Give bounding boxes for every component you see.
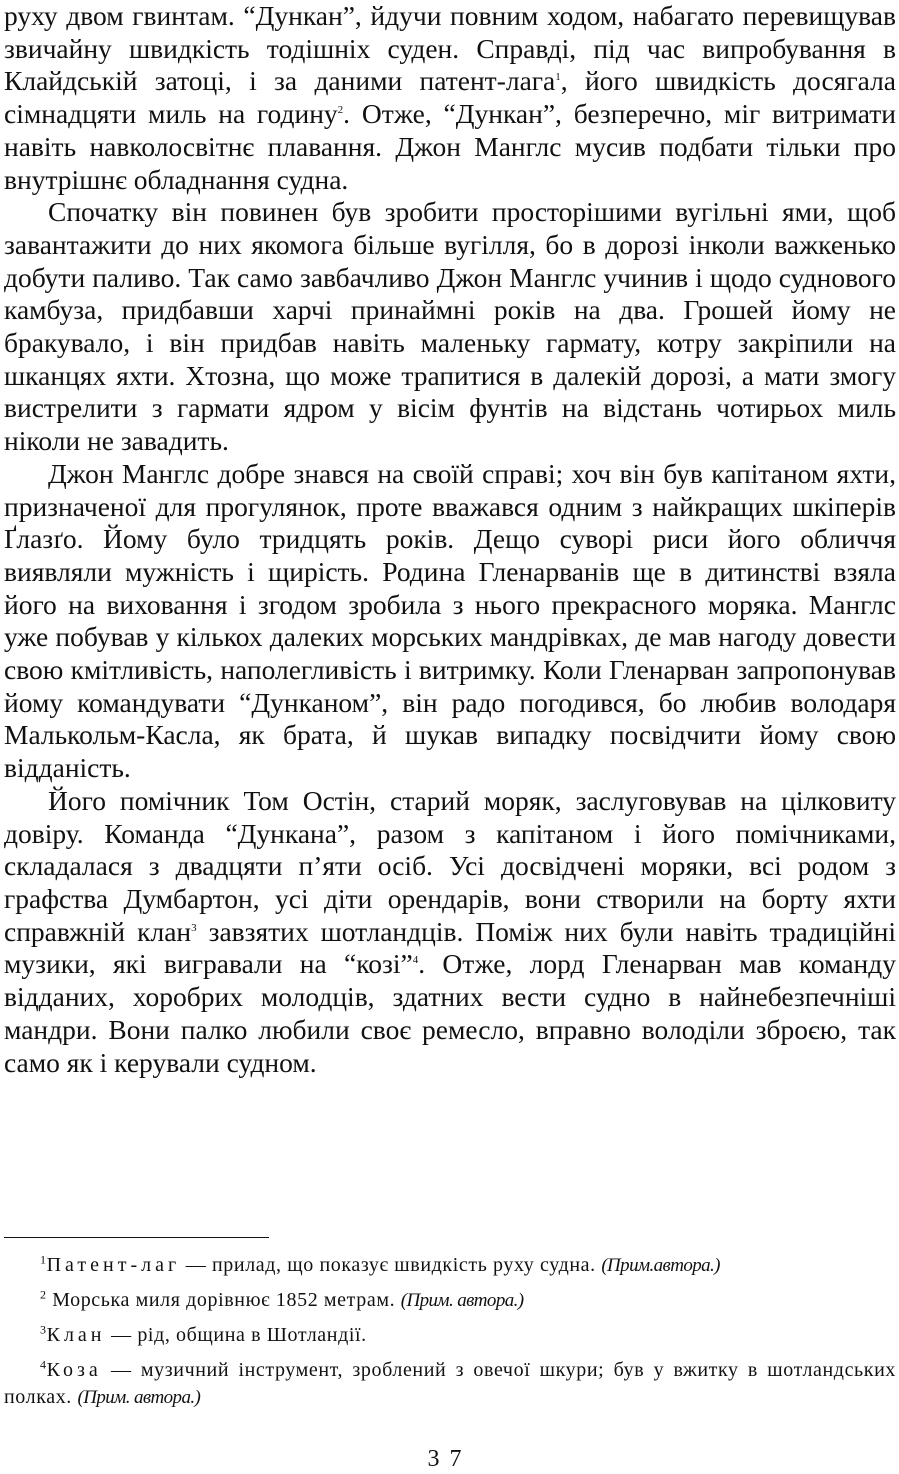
paragraph-text: Джон Манглс добре знався на своїй справі; хоч він був капітаном яхти, призначеної для прогулянок, проте вважався одним з найкращих шкіперів Ґлазґо. Йому було тридцять років. Дещо суворі риси його обличчя виявляли мужність і щирість. Родина Гленарванів ще в дитинстві взяла його на виховання і згодом зробила з нього прекрасного моряка. Манглс уже побував у кількох далеких морських мандрівках, де мав нагоду довести свою кмітливість, наполегливість і витримку. Коли Гленарван запропонував йому командувати “Дунканом”, він радо погодився, бо любив володаря Малькольм-Касла, як брата, й шукав випадку посвідчити йому свою відданість. [4, 457, 896, 784]
footnote-ref: 1 [555, 71, 561, 84]
paragraph-text: . Отже, “Дункан”, безперечно, міг витримати навіть навколосвітнє плавання. Джон Манглс мусив подбати тільки про внутрішнє обладнання судна. [4, 98, 896, 195]
footnote-text: Морська миля дорівнює 1852 метрам. [46, 1289, 401, 1311]
footnote-number: 1 [40, 1252, 47, 1267]
footnote-note: (Прим. автора.) [400, 1290, 524, 1311]
body-text [4, 0, 896, 1079]
book-page [4, 0, 896, 1079]
paragraph-text: завзятих шотландців. Поміж них були навіть традиційні музики, які вигравали на “козі” [4, 915, 896, 980]
footnote-ref: 4 [412, 954, 419, 967]
footnote-ref: 2 [337, 103, 344, 116]
paragraph-text: , його швидкість досягала сімнадцяти миль на годину [4, 65, 896, 130]
footnote-text: — музичний інструмент, зроблений з овечої шкури; був у вжитку в шотландських полках. [4, 1359, 896, 1408]
footnote-term: Патент-лаг [46, 1254, 181, 1276]
footnote [4, 1357, 896, 1411]
paragraph-text: Спочатку він повинен був зробити просторішими вугільні ями, щоб завантажити до них якомога більше вугілля, бо в дорозі інколи важкенько добути паливо. Так само завбачливо Джон Манглс учинив і щодо суднового камбуза, придбавши харчі принаймні років на два. Грошей йому не бракувало, і він придбав навіть маленьку гармату, котру закріпили на шканцях яхти. Хтозна, що може трапитися в далекій дорозі, а мати змогу вистрелити з гармати ядром у вісім фунтів на відстань чотирьох миль ніколи не завадить. [4, 196, 896, 457]
footnote-number: 3 [40, 1322, 47, 1337]
footnote-number: 4 [40, 1357, 47, 1372]
paragraph [4, 196, 896, 458]
footnote-term: Коза [46, 1359, 102, 1381]
footnote [4, 1287, 896, 1314]
footnote-text: — прилад, що показує швидкість руху судна. [180, 1254, 602, 1276]
footnotes [4, 1252, 896, 1419]
footnote-divider [4, 1237, 269, 1238]
paragraph-text: руху двом гвинтам. “Дункан”, йдучи повним ходом, набагато перевищував звичайну швидкість тодішніх суден. Справді, під час випробування в Клайдській затоці, і за даними патент-лага [4, 0, 896, 97]
paragraph-text: Його помічник Том Остін, старий моряк, заслуговував на цілковиту довіру. Команда “Дункана”, разом з капітаном і його помічниками, складалася з двадцяти п’яти осіб. Усі досвідчені моряки, всі родом з графства Думбартон, усі діти орендарів, вони створили на борту яхти справжній клан [4, 784, 896, 947]
footnote [4, 1252, 896, 1279]
footnote-ref: 3 [191, 921, 197, 934]
footnote-number: 2 [40, 1287, 47, 1302]
footnote-note: (Прим.автора.) [601, 1255, 720, 1276]
footnote-text: — рід, община в Шотландії. [105, 1324, 367, 1346]
paragraph [4, 785, 896, 1079]
paragraph-text: . Отже, лорд Гленарван мав команду відданих, хоробрих молодців, здатних вести судно в найнебезпечніші мандри. Вони палко любили своє ремесло, вправно володіли зброєю, так само як і керували судном. [4, 948, 896, 1078]
page-number: 37 [427, 1446, 472, 1472]
paragraph [4, 458, 896, 785]
footnote-term: Клан [46, 1324, 106, 1346]
paragraph [4, 0, 896, 196]
footnote [4, 1322, 896, 1349]
footnote-note: (Прим. автора.) [77, 1387, 201, 1408]
